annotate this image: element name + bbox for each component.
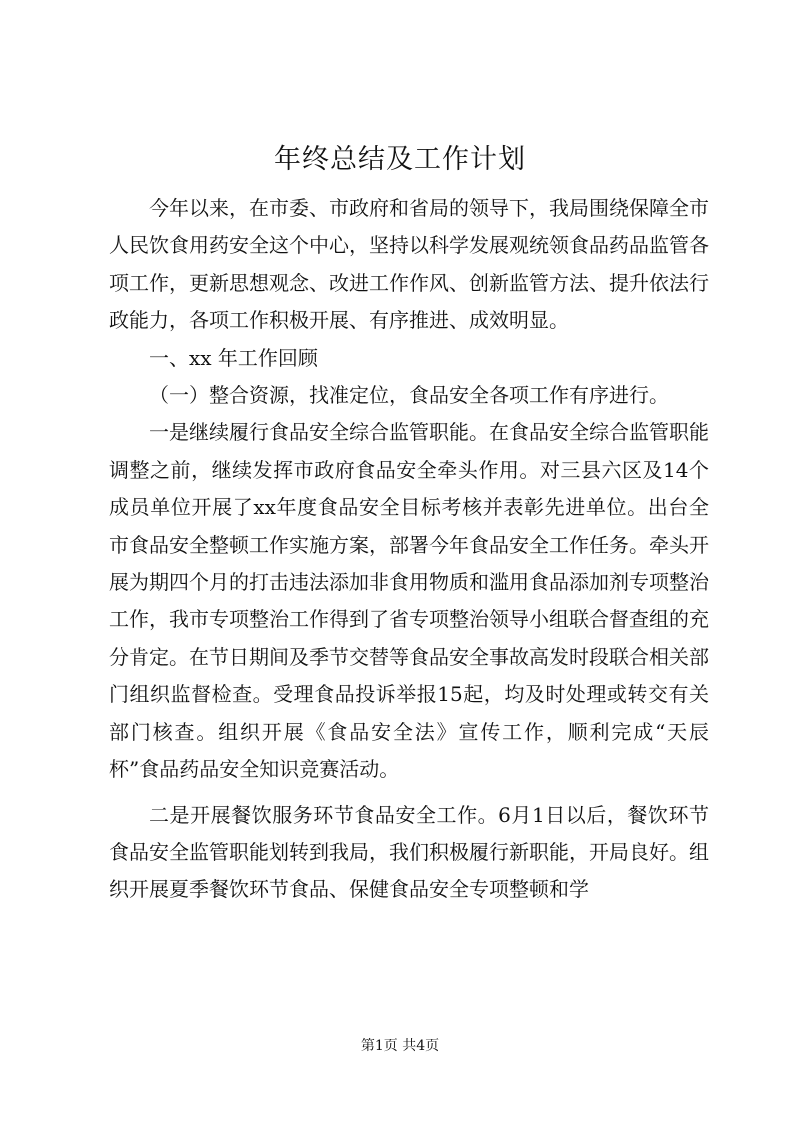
- section-heading: 一、xx 年工作回顾: [149, 345, 318, 370]
- paragraph-catering: 二是开展餐饮服务环节食品安全工作。6月1日以后，餐饮环节食品安全监管职能划转到我局，我们积极履行新职能，开局良好。组织开展夏季餐饮环节食品、保健食品安全专项整顿和学: [109, 802, 709, 902]
- page-number: 第1页 共4页: [360, 1038, 440, 1054]
- subsection-heading: （一）整合资源，找准定位，食品安全各项工作有序进行。: [149, 383, 669, 408]
- page-title: 年终总结及工作计划: [274, 144, 526, 175]
- paragraph-food-safety: 一是继续履行食品安全综合监管职能。在食品安全综合监管职能调整之前，继续发挥市政府食品安全牵头作用。对三县六区及14个成员单位开展了xx年度食品安全目标考核并表彰先进单位。出台全市食品安全整顿工作实施方案，部署今年食品安全工作任务。牵头开展为期四个月的打击违法添加非食用物质和滥用食品添加剂专项整治工作，我市专项整治工作得到了省专项整治领导小组联合督查组的充分肯定。在节日期间及季节交替等食品安全事故高发时段联合相关部门组织监督检查。受理食品投诉举报15起，均及时处理或转交有关部门核查。组织开展《食品安全法》宣传工作，顺利完成“天辰杯”食品药品安全知识竞赛活动。: [109, 420, 709, 782]
- document-body: [109, 190, 709, 909]
- paragraph-intro: 今年以来，在市委、市政府和省局的领导下，我局围绕保障全市人民饮食用药安全这个中心，坚持以科学发展观统领食品药品监管各项工作，更新思想观念、改进工作作风、创新监管方法、提升依法行政能力，各项工作积极开展、有序推进、成效明显。: [109, 196, 709, 333]
